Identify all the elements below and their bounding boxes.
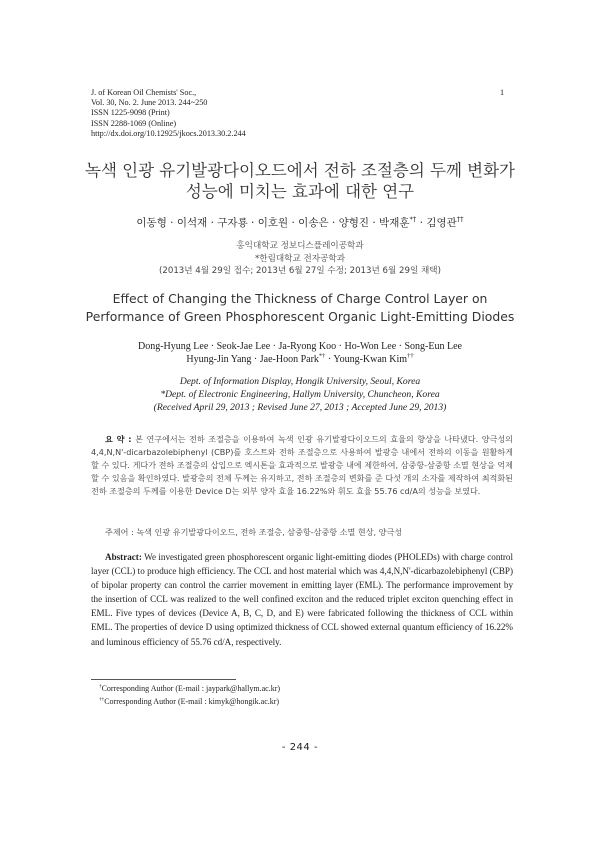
- english-abstract-text: We investigated green phosphorescent organic light-emitting diodes (PHOLEDs) with charge control layer (CCL) to produce high efficiency. The CCL and host material which was 4,4,N,N'-dicarbazolebiphenyl (CBP) of bipolar property can control the carrier movement in emitting layer (EML). The performance improvement by the insertion of CCL was realized to the well confined exciton and the reduced triplet exciton quenching effect in EML. Five types of devices (Device A, B, C, D, and E) were fabricated following the thickness of CCL within EML. The properties of device D using optimized thickness of CCL showed external quantum efficiency of 16.22% and luminous efficiency of 55.76 cd/A, respectively.: [91, 552, 513, 647]
- korean-authors-last: · 김영관: [416, 217, 457, 229]
- footnote-1-mark: †: [99, 683, 102, 690]
- english-authors: [0, 340, 600, 366]
- journal-volume: Vol. 30, No. 2. June 2013. 244~250: [91, 98, 208, 108]
- korean-abstract: [91, 433, 513, 498]
- footnote-1-text: Corresponding Author (E-mail : jaypark@hallym.ac.kr): [101, 684, 281, 693]
- english-dates: (Received April 29, 2013 ; Revised June 27, 2013 ; Accepted June 29, 2013): [153, 401, 447, 413]
- english-authors-sup2: ††: [407, 352, 414, 360]
- korean-dates: (2013년 4월 29일 접수; 2013년 6월 27일 수정; 2013년 6월 29일 채택): [159, 266, 441, 276]
- english-title-line2: Performance of Green Phosphorescent Organic Light-Emitting Diodes: [85, 309, 515, 324]
- english-abstract-label: Abstract:: [105, 552, 142, 562]
- english-authors-line2-main: Hyung-Jin Yang · Jae-Hoon Park: [186, 354, 319, 365]
- english-affiliation: [0, 376, 600, 414]
- footnote-1: [91, 683, 280, 696]
- korean-authors-main: 이동형 · 이석재 · 구자룡 · 이호원 · 이송은 · 양형진 · 박재훈: [136, 217, 410, 229]
- english-authors-last: · Young-Kwan Kim: [325, 354, 408, 365]
- english-title: [0, 290, 600, 326]
- english-abstract: [91, 550, 513, 649]
- english-authors-line1: Dong-Hyung Lee · Seok-Jae Lee · Ja-Ryong Koo · Ho-Won Lee · Song-Eun Lee: [138, 341, 462, 352]
- english-affiliation-line1: Dept. of Information Display, Hongik University, Seoul, Korea: [179, 376, 421, 387]
- korean-affiliation-line1: 홍익대학교 정보디스플레이공학과: [236, 241, 364, 251]
- english-affiliation-line2: *Dept. of Electronic Engineering, Hallym University, Chuncheon, Korea: [160, 388, 440, 400]
- journal-name: J. of Korean Oil Chemists' Soc.,: [91, 88, 197, 97]
- footnote-2-mark: ††: [99, 695, 105, 702]
- english-title-line1: Effect of Changing the Thickness of Charge Control Layer on: [112, 291, 488, 306]
- page-number: - 244 -: [281, 742, 319, 753]
- korean-abstract-label: 요 약 :: [105, 434, 132, 444]
- footnote-2: [91, 696, 280, 709]
- korean-title-line1: 녹색 인광 유기발광다이오드에서 전하 조절층의 두께 변화가: [85, 161, 515, 180]
- issn-online: ISSN 2288-1069 (Online): [91, 118, 177, 128]
- korean-authors-sup1: *†: [409, 215, 417, 224]
- korean-authors: [0, 215, 600, 230]
- korean-authors-sup2: ††: [456, 215, 464, 224]
- footnotes: [91, 683, 280, 708]
- korean-abstract-text: 본 연구에서는 전하 조절층을 이용하여 녹색 인광 유기발광다이오드의 효율의 향상을 나타냈다. 양극성의 4,4,N,N'-dicarbazolebiphenyl (CBP)를 호스트와 전하 조절층으로 사용하여 발광층 내에서 전하의 이동을 원활하게 할 수 있다. 게다가 전하 조절층의 삽입으로 엑시톤을 효과적으로 발광층 내에 제한하여, 삼중항-삼중항 소멸 현상을 억제할 수 있음을 확인하였다. 발광층의 전체 두께는 유지하고, 전하 조절층의 변화를 준 다섯 개의 소자를 제작하여 최적화된 전하 조절층의 두께를 이용한 Device D는 외부 양자 효율 16.22%와 휘도 효율 55.76 cd/A의 성능을 보였다.: [91, 434, 514, 497]
- korean-affiliation-line2: *한림대학교 전자공학과: [254, 253, 346, 264]
- page-mark: 1: [500, 88, 505, 97]
- doi-link[interactable]: http://dx.doi.org/10.12925/jkocs.2013.30.2.244: [91, 128, 246, 138]
- korean-title: [0, 160, 600, 202]
- english-authors-line2: [0, 353, 600, 366]
- korean-title-line2: 성능에 미치는 효과에 대한 연구: [185, 182, 415, 201]
- korean-affiliation: [0, 240, 600, 278]
- english-authors-sup1: *†: [318, 352, 326, 360]
- footnote-divider: [91, 679, 236, 680]
- footnote-2-text: Corresponding Author (E-mail : kimyk@hongik.ac.kr): [104, 696, 280, 706]
- journal-header: [91, 88, 246, 139]
- korean-keywords: 주제어 : 녹색 인광 유기발광다이오드, 전하 조절층, 삼중항-삼중항 소멸 현상, 양극성: [105, 527, 403, 537]
- issn-print: ISSN 1225-9098 (Print): [91, 108, 170, 118]
